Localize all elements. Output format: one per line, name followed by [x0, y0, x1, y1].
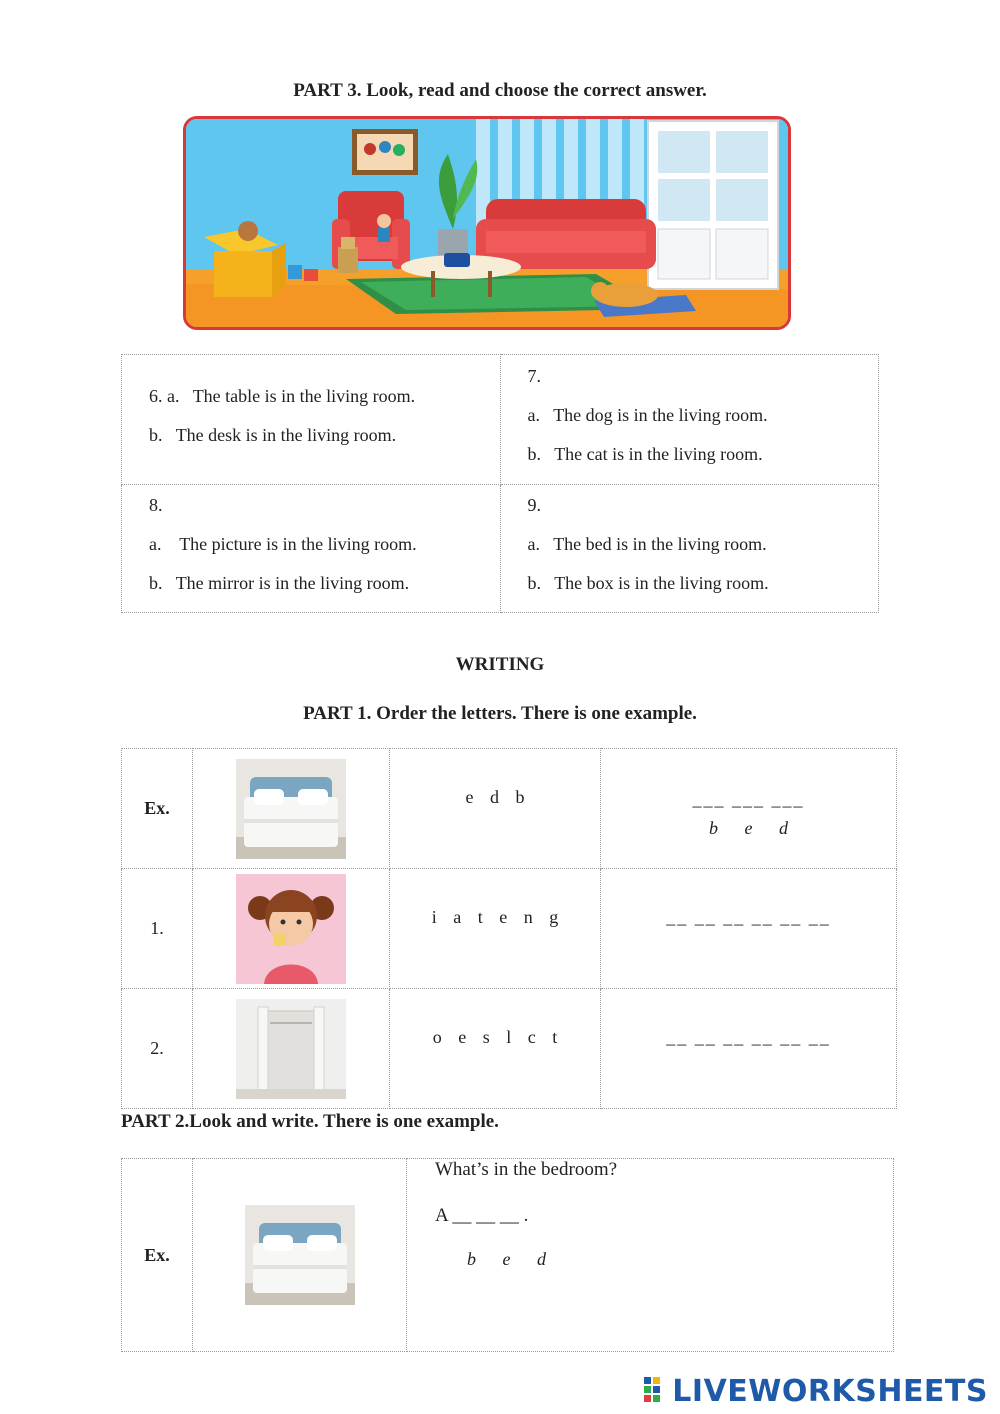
order-letters-table — [121, 748, 897, 1109]
answer-blanks[interactable]: ___ ___ ___ — [692, 789, 805, 809]
question-9-option-a[interactable] — [528, 525, 879, 564]
question-9-option-a-text: The bed is in the living room. — [553, 534, 767, 554]
living-room-illustration — [183, 116, 791, 330]
question-8-option-b[interactable] — [149, 564, 500, 603]
question-6-option-a[interactable] — [149, 377, 500, 416]
question-6-option-a-text: The table is in the living room. — [192, 386, 416, 406]
question-7-option-b-text: The cat is in the living room. — [554, 444, 763, 464]
question-6-cell — [122, 355, 501, 485]
row-label: 2. — [150, 1038, 164, 1058]
part2-title: PART 2.Look and write. There is one example. — [121, 1111, 499, 1132]
writing-heading: WRITING — [455, 654, 545, 675]
table-row — [122, 749, 897, 869]
table-row — [122, 989, 897, 1109]
look-and-write-table — [121, 1158, 894, 1352]
liveworksheets-logo — [644, 1374, 988, 1408]
question-7-cell — [500, 355, 879, 485]
option-b-label: b. — [527, 573, 541, 593]
question-7-number: 7. — [527, 366, 541, 386]
question-7-option-b[interactable] — [528, 435, 879, 474]
bed-photo — [236, 759, 346, 859]
option-a-label: a. — [149, 534, 162, 554]
question-6-option-b[interactable] — [149, 416, 500, 455]
liveworksheets-logo-text: LIVEWORKSHEETS — [672, 1373, 988, 1409]
liveworksheets-logo-icon — [644, 1377, 668, 1405]
question-7-option-a[interactable] — [528, 396, 879, 435]
scrambled-letters: i a t e n g — [431, 907, 559, 927]
question-9-option-b-text: The box is in the living room. — [554, 573, 769, 593]
question-8-option-b-text: The mirror is in the living room. — [175, 573, 410, 593]
option-b-label: b. — [149, 573, 163, 593]
answer-blanks[interactable]: __ __ __ __ __ __ — [666, 1027, 831, 1047]
row-label: Ex. — [144, 1244, 170, 1265]
question-8-cell — [122, 485, 501, 613]
question-text: What’s in the bedroom? — [435, 1159, 618, 1180]
question-8-number: 8. — [149, 495, 163, 515]
question-6-number: 6. a. — [149, 386, 180, 406]
question-8-option-a[interactable] — [149, 525, 500, 564]
table-row — [122, 1159, 894, 1352]
option-a-label: a. — [527, 405, 540, 425]
row-label: 1. — [150, 918, 164, 938]
part3-question-table — [121, 354, 879, 613]
part3-title: PART 3. Look, read and choose the correct answer. — [293, 80, 707, 101]
question-8-option-a-text: The picture is in the living room. — [179, 534, 417, 554]
girl-eating-photo — [236, 874, 346, 984]
question-9-cell — [500, 485, 879, 613]
bed-photo — [245, 1205, 355, 1305]
answer-blanks[interactable]: __ __ __ __ __ __ — [666, 907, 831, 927]
living-room-scene — [186, 119, 788, 327]
question-6-option-b-text: The desk is in the living room. — [175, 425, 397, 445]
scrambled-letters: o e s l c t — [432, 1027, 558, 1047]
question-7-option-a-text: The dog is in the living room. — [553, 405, 768, 425]
table-row — [122, 869, 897, 989]
question-9-option-b[interactable] — [528, 564, 879, 603]
answer-prompt[interactable]: A __ __ __ . — [435, 1205, 529, 1226]
closet-photo — [236, 999, 346, 1099]
option-b-label: b. — [149, 425, 163, 445]
option-b-label: b. — [527, 444, 541, 464]
example-answer: b e d — [467, 1249, 546, 1269]
part1-title: PART 1. Order the letters. There is one example. — [303, 703, 697, 724]
option-a-label: a. — [527, 534, 540, 554]
example-answer: b e d — [709, 818, 788, 838]
scrambled-letters: e d b — [465, 787, 525, 807]
row-label: Ex. — [144, 798, 170, 818]
question-9-number: 9. — [527, 495, 541, 515]
